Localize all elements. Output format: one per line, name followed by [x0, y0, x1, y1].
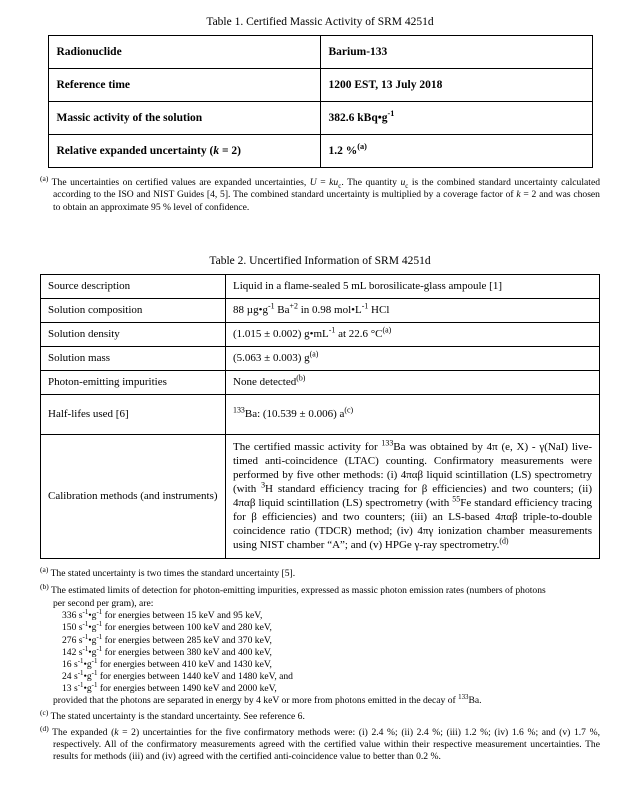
table2-label-calibration-methods: Calibration methods (and instruments): [41, 434, 226, 559]
table1-label-radionuclide: Radionuclide: [48, 36, 320, 69]
table-row: [41, 322, 600, 346]
footnote-mark-c: (c): [40, 707, 49, 717]
table2-footnotes: [40, 565, 600, 763]
table-row: [41, 394, 600, 434]
footnote-b-tail: provided that the photons are separated in energy by 4 keV or more from photons emitted in the decay of $^{133}$Ba.: [53, 694, 482, 707]
certified-massic-activity-table: [48, 35, 593, 168]
footnote-b-line: 150 $s^{-1}•g^{-1}$ for energies between 100 keV and 280 keV,: [62, 621, 272, 634]
footnote-a-text: The stated uncertainty is two times the standard uncertainty [5].: [50, 568, 296, 580]
table2-value-half-lifes: $^{133}$Ba: (10.539 ± 0.006) $a^{(c)}$: [226, 394, 600, 434]
table2-label-solution-density: Solution density: [41, 322, 226, 346]
table2-label-solution-mass: Solution mass: [41, 346, 226, 370]
section-spacer: [40, 215, 600, 249]
table2-value-solution-mass: (5.063 ± 0.003) $g^{(a)}$: [226, 346, 600, 370]
table-row: [48, 69, 592, 102]
footnote-a: [40, 565, 600, 580]
footnote-a: $^{(a)}$ The uncertainties on certified values are expanded uncertainties, $U = ku_c$. The quantity $u_c$ is the combined standard uncertainty calculated according to the ISO and NIST Guides [4, 5]. The combined standard uncertainty is multiplied by a coverage factor of k = 2 and was chosen to obtain an approximate 95 % level of confidence.: [40, 174, 600, 213]
table-row: [41, 298, 600, 322]
footnote-b: $^{(b)}$ The estimated limits of detection for photon-emitting impurities, expressed as massic photon emission rates (numbers of photons: [40, 581, 546, 596]
footnote-b-line: 13 $s^{-1}•g^{-1}$ for energies between 1490 keV and 2000 keV,: [62, 682, 277, 695]
massic-activity-exponent: -1: [387, 108, 395, 118]
relative-uncertainty-footnote-mark: (a): [357, 141, 367, 151]
footnote-b-continued: per second per gram), are:: [53, 598, 154, 610]
massic-activity-value: 382.6 kBq•g: [328, 111, 388, 124]
table1-value-reference-time: 1200 EST, 13 July 2018: [320, 69, 592, 102]
table-row: [48, 36, 592, 69]
footnote-b-line: 142 $s^{-1}•g^{-1}$ for energies between 380 keV and 400 keV,: [62, 645, 272, 658]
table2-label-source-description: Source description: [41, 274, 226, 298]
footnote-c: [40, 708, 600, 723]
footnote-b-line: 336 $s^{-1}•g^{-1}$ for energies between 15 keV and 95 keV,: [62, 609, 263, 622]
table2-value-photon-impurities: None detected$^{(b)}$: [226, 370, 600, 394]
footnote-mark-b: (b): [40, 581, 49, 591]
table2-label-solution-composition: Solution composition: [41, 298, 226, 322]
footnote-mark-a: (a): [40, 174, 49, 183]
table1-caption: Table 1. Certified Massic Activity of SRM 4251d: [206, 16, 434, 28]
table2-value-solution-composition: 88 $\mu g•g^{-1}$ $Ba^{+2}$ in 0.98 $mol•L^{-1}$ HCl: [226, 298, 600, 322]
table1-label-relative-uncertainty: Relative expanded uncertainty (k = 2): [48, 135, 320, 168]
table2-label-half-lifes: Half-lifes used [6]: [41, 394, 226, 434]
table-row: [41, 370, 600, 394]
table2-value-calibration-methods: The certified massic activity for $^{133}$Ba was obtained by 4π (e, X) - γ(NaI) live-timed anti-coincidence (LTAC) counting. Confirmatory measurements were performed by five other methods: (i) 4παβ liquid scintillation (LS) spectrometry (with $^3$H standard efficiency tracing for β efficiencies) and two counters; (ii) 4παβ liquid scintillation (LS) spectrometry (with $^{55}$Fe standard efficiency tracing for β efficiencies) and two counters; (iii) an LS-based 4παβ triple-to-double coincidence ratio (TDCR) method; (iv) 4πγ ionization chamber measurements using NIST chamber “A”; and (v) HPGe γ-ray spectrometry.$^{(d)}$: [226, 434, 600, 559]
table1-value-relative-uncertainty: [320, 135, 592, 168]
footnote-b-line: 16 $s^{-1}•g^{-1}$ for energies between 410 keV and 1430 keV,: [62, 657, 272, 670]
table1-value-radionuclide: Barium-133: [320, 36, 592, 69]
table-row: [41, 346, 600, 370]
footnote-c-text: The stated uncertainty is the standard uncertainty. See reference 6.: [50, 710, 305, 722]
footnote-mark-d: (d): [40, 723, 49, 733]
uncertified-information-table: [40, 274, 600, 560]
table-row: [41, 274, 600, 298]
table2-caption: Table 2. Uncertified Information of SRM 4251d: [209, 254, 431, 267]
relative-uncertainty-value: 1.2 %: [328, 144, 358, 157]
table1-label-massic-activity: Massic activity of the solution: [48, 102, 320, 135]
table-row: [48, 135, 592, 168]
table2-value-source-description: Liquid in a flame-sealed 5 mL borosilicate-glass ampoule [1]: [226, 274, 600, 298]
footnote-b-line: 276 $s^{-1}•g^{-1}$ for energies between 285 keV and 370 keV,: [62, 633, 272, 646]
table-row: [41, 434, 600, 559]
table2-label-photon-impurities: Photon-emitting impurities: [41, 370, 226, 394]
footnote-mark-a: (a): [40, 565, 49, 575]
table1-footnotes: [40, 174, 600, 214]
footnote-b-line: 24 $s^{-1}•g^{-1}$ for energies between 1440 keV and 1480 keV, and: [62, 669, 293, 683]
footnote-d: $^{(d)}$ The expanded (k = 2) uncertainties for the five confirmatory methods were: (i) 2.4 %; (ii) 2.4 %; (iii) 1.2 %; (iv) 1.6 %; and (v) 1.7 %, respectively. All of the confirmatory measurements agreed with the certified value within their respective measurement uncertainties. The results for methods (iii) and (iv) agreed with the certified anti-coincidence value to better than 0.2 %.: [40, 723, 600, 763]
table1-value-massic-activity: [320, 102, 592, 135]
table2-value-solution-density: (1.015 ± 0.002) $g•mL^{-1}$ at 22.6 $^\circ C^{(a)}$: [226, 322, 600, 346]
table-row: [48, 102, 592, 135]
table1-label-reference-time: Reference time: [48, 69, 320, 102]
